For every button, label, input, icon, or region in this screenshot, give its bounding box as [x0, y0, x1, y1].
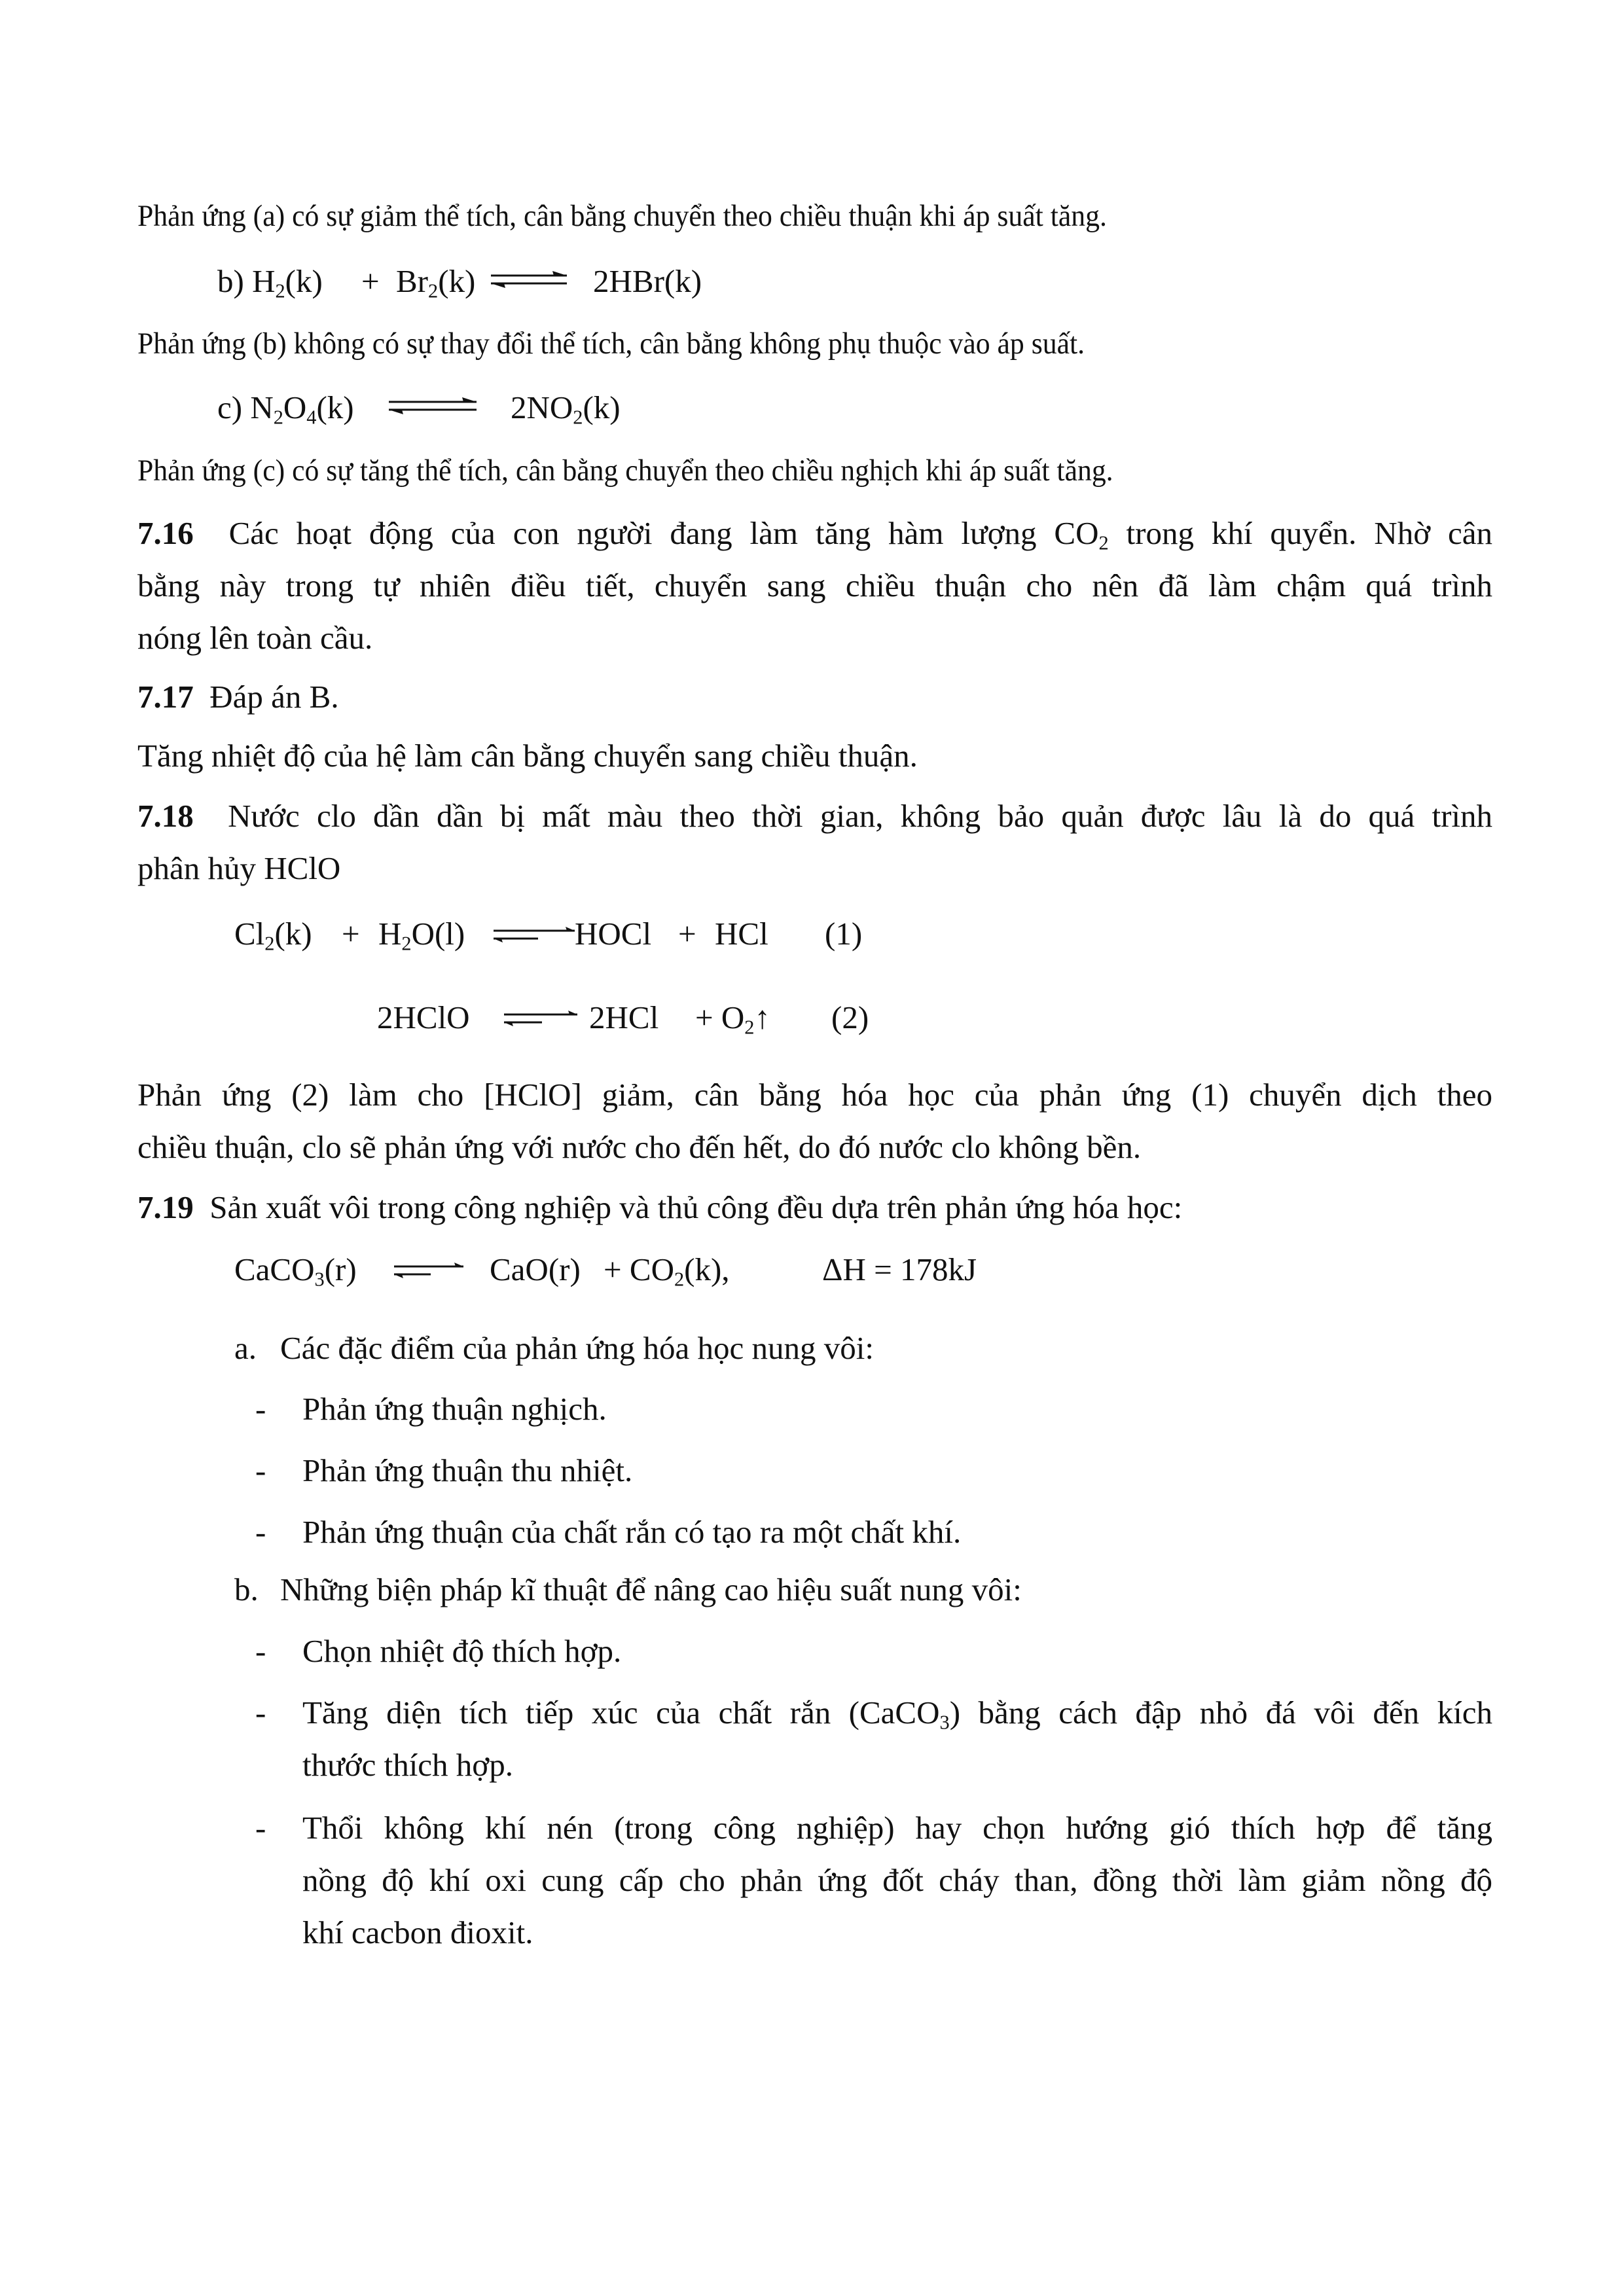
q718-conclusion-line2: chiều thuận, clo sẽ phản ứng với nước cho đến hết, do đó nước clo không bền.	[137, 1129, 1142, 1165]
q719-b-item-3-line3: khí cacbon đioxit.	[302, 1914, 533, 1950]
q719-b-item-3-line1: Thổi không khí nén (trong công nghiệp) hay chọn hướng gió thích hợp để tăng	[302, 1810, 1492, 1846]
q719-intro: 7.19 Sản xuất vôi trong công nghiệp và thủ công đều dựa trên phản ứng hóa học:	[137, 1189, 1183, 1225]
equation-number: (1)	[825, 916, 863, 952]
equilibrium-arrow-icon	[492, 924, 577, 945]
q717-explain: Tăng nhiệt độ của hệ làm cân bằng chuyển sang chiều thuận.	[137, 738, 918, 774]
q718-equation-1: $Cl_2(k)$ + $H_2O(l)$ HOCl + HCl (1)	[234, 916, 863, 955]
q716-line1: 7.16 Các hoạt động của con người đang làm tăng hàm lượng $CO_2$ trong khí quyển. Nhờ cân	[137, 515, 1493, 554]
q719-b-item-2-line1: Tăng diện tích tiếp xúc của chất rắn (CaCO$_3$) bằng cách đập nhỏ đá vôi đến kích	[302, 1695, 1492, 1734]
eq-c-lhs: c) $N_2O_4(k)$	[217, 389, 354, 429]
q717-number: 7.17	[137, 679, 194, 715]
eq-b-lhs: b) $H_2(k)$	[217, 263, 323, 302]
q716-number: 7.16	[137, 515, 194, 551]
q719-a-item-1: Phản ứng thuận nghịch.	[302, 1391, 607, 1427]
q718-conclusion-line1: Phản ứng (2) làm cho [HClO] giảm, cân bằng hóa học của phản ứng (1) chuyển dịch theo	[137, 1077, 1492, 1113]
q719-equation: CaCO$_3$(r) CaO(r) + $CO_2(k)$, ΔH = 178kJ	[234, 1251, 977, 1291]
eq-b-product: 2HBr(k)	[593, 263, 702, 299]
q719-b-item-2-line2: thước thích hợp.	[302, 1747, 513, 1783]
bullet-dash: -	[255, 1810, 266, 1846]
q719-b-title: Những biện pháp kĩ thuật để nâng cao hiệu suất nung vôi:	[280, 1571, 1022, 1607]
equilibrium-arrow-icon	[490, 270, 569, 290]
q716-line2: bằng này trong tự nhiên điều tiết, chuyển sang chiều thuận cho nên đã làm chậm quá trình	[137, 567, 1492, 603]
eq-b-plus: +	[361, 263, 380, 299]
q718-number: 7.18	[137, 798, 194, 834]
bullet-dash: -	[255, 1452, 266, 1488]
enthalpy-value: ΔH = 178kJ	[822, 1251, 977, 1287]
bullet-dash: -	[255, 1514, 266, 1550]
paragraph-b: Phản ứng (b) không có sự thay đổi thể tích, cân bằng không phụ thuộc vào áp suất.	[137, 327, 1085, 361]
paragraph-a: Phản ứng (a) có sự giảm thể tích, cân bằng chuyển theo chiều thuận khi áp suất tăng.	[137, 199, 1107, 233]
equation-number: (2)	[831, 999, 869, 1035]
q719-number: 7.19	[137, 1189, 194, 1225]
paragraph-c: Phản ứng (c) có sự tăng thể tích, cân bằng chuyển theo chiều nghịch khi áp suất tăng.	[137, 454, 1113, 488]
eq-b-reactant2: $Br_2(k)$	[396, 263, 476, 302]
bullet-dash: -	[255, 1391, 266, 1427]
q719-b-item-3-line2: nồng độ khí oxi cung cấp cho phản ứng đốt cháy than, đồng thời làm giảm nồng độ	[302, 1862, 1492, 1898]
q719-a-title: Các đặc điểm của phản ứng hóa học nung vôi:	[280, 1330, 874, 1366]
equilibrium-arrow-icon	[393, 1260, 466, 1281]
bullet-dash: -	[255, 1633, 266, 1669]
q718-line1: 7.18 Nước clo dần dần bị mất màu theo thời gian, không bảo quản được lâu là do quá trình	[137, 798, 1493, 834]
q719-a-item-3: Phản ứng thuận của chất rắn có tạo ra một chất khí.	[302, 1514, 962, 1550]
q719-a-label: a.	[234, 1330, 257, 1366]
q718-line2: phân hủy HClO	[137, 850, 341, 886]
eq-c-product: $2NO_2(k)$	[511, 389, 621, 429]
q719-b-label: b.	[234, 1571, 259, 1607]
q716-line3: nóng lên toàn cầu.	[137, 620, 373, 656]
equilibrium-arrow-icon	[388, 397, 479, 416]
equation-c	[0, 391, 1624, 431]
q719-b-item-1: Chọn nhiệt độ thích hợp.	[302, 1633, 622, 1669]
equation-b	[0, 265, 1624, 304]
q719-a-item-2: Phản ứng thuận thu nhiệt.	[302, 1452, 633, 1488]
q718-equation-2: 2HClO 2HCl + $O_2↑$ (2)	[377, 999, 869, 1039]
equilibrium-arrow-icon	[503, 1008, 580, 1029]
bullet-dash: -	[255, 1695, 266, 1731]
q717-line: 7.17 Đáp án B.	[137, 679, 339, 715]
